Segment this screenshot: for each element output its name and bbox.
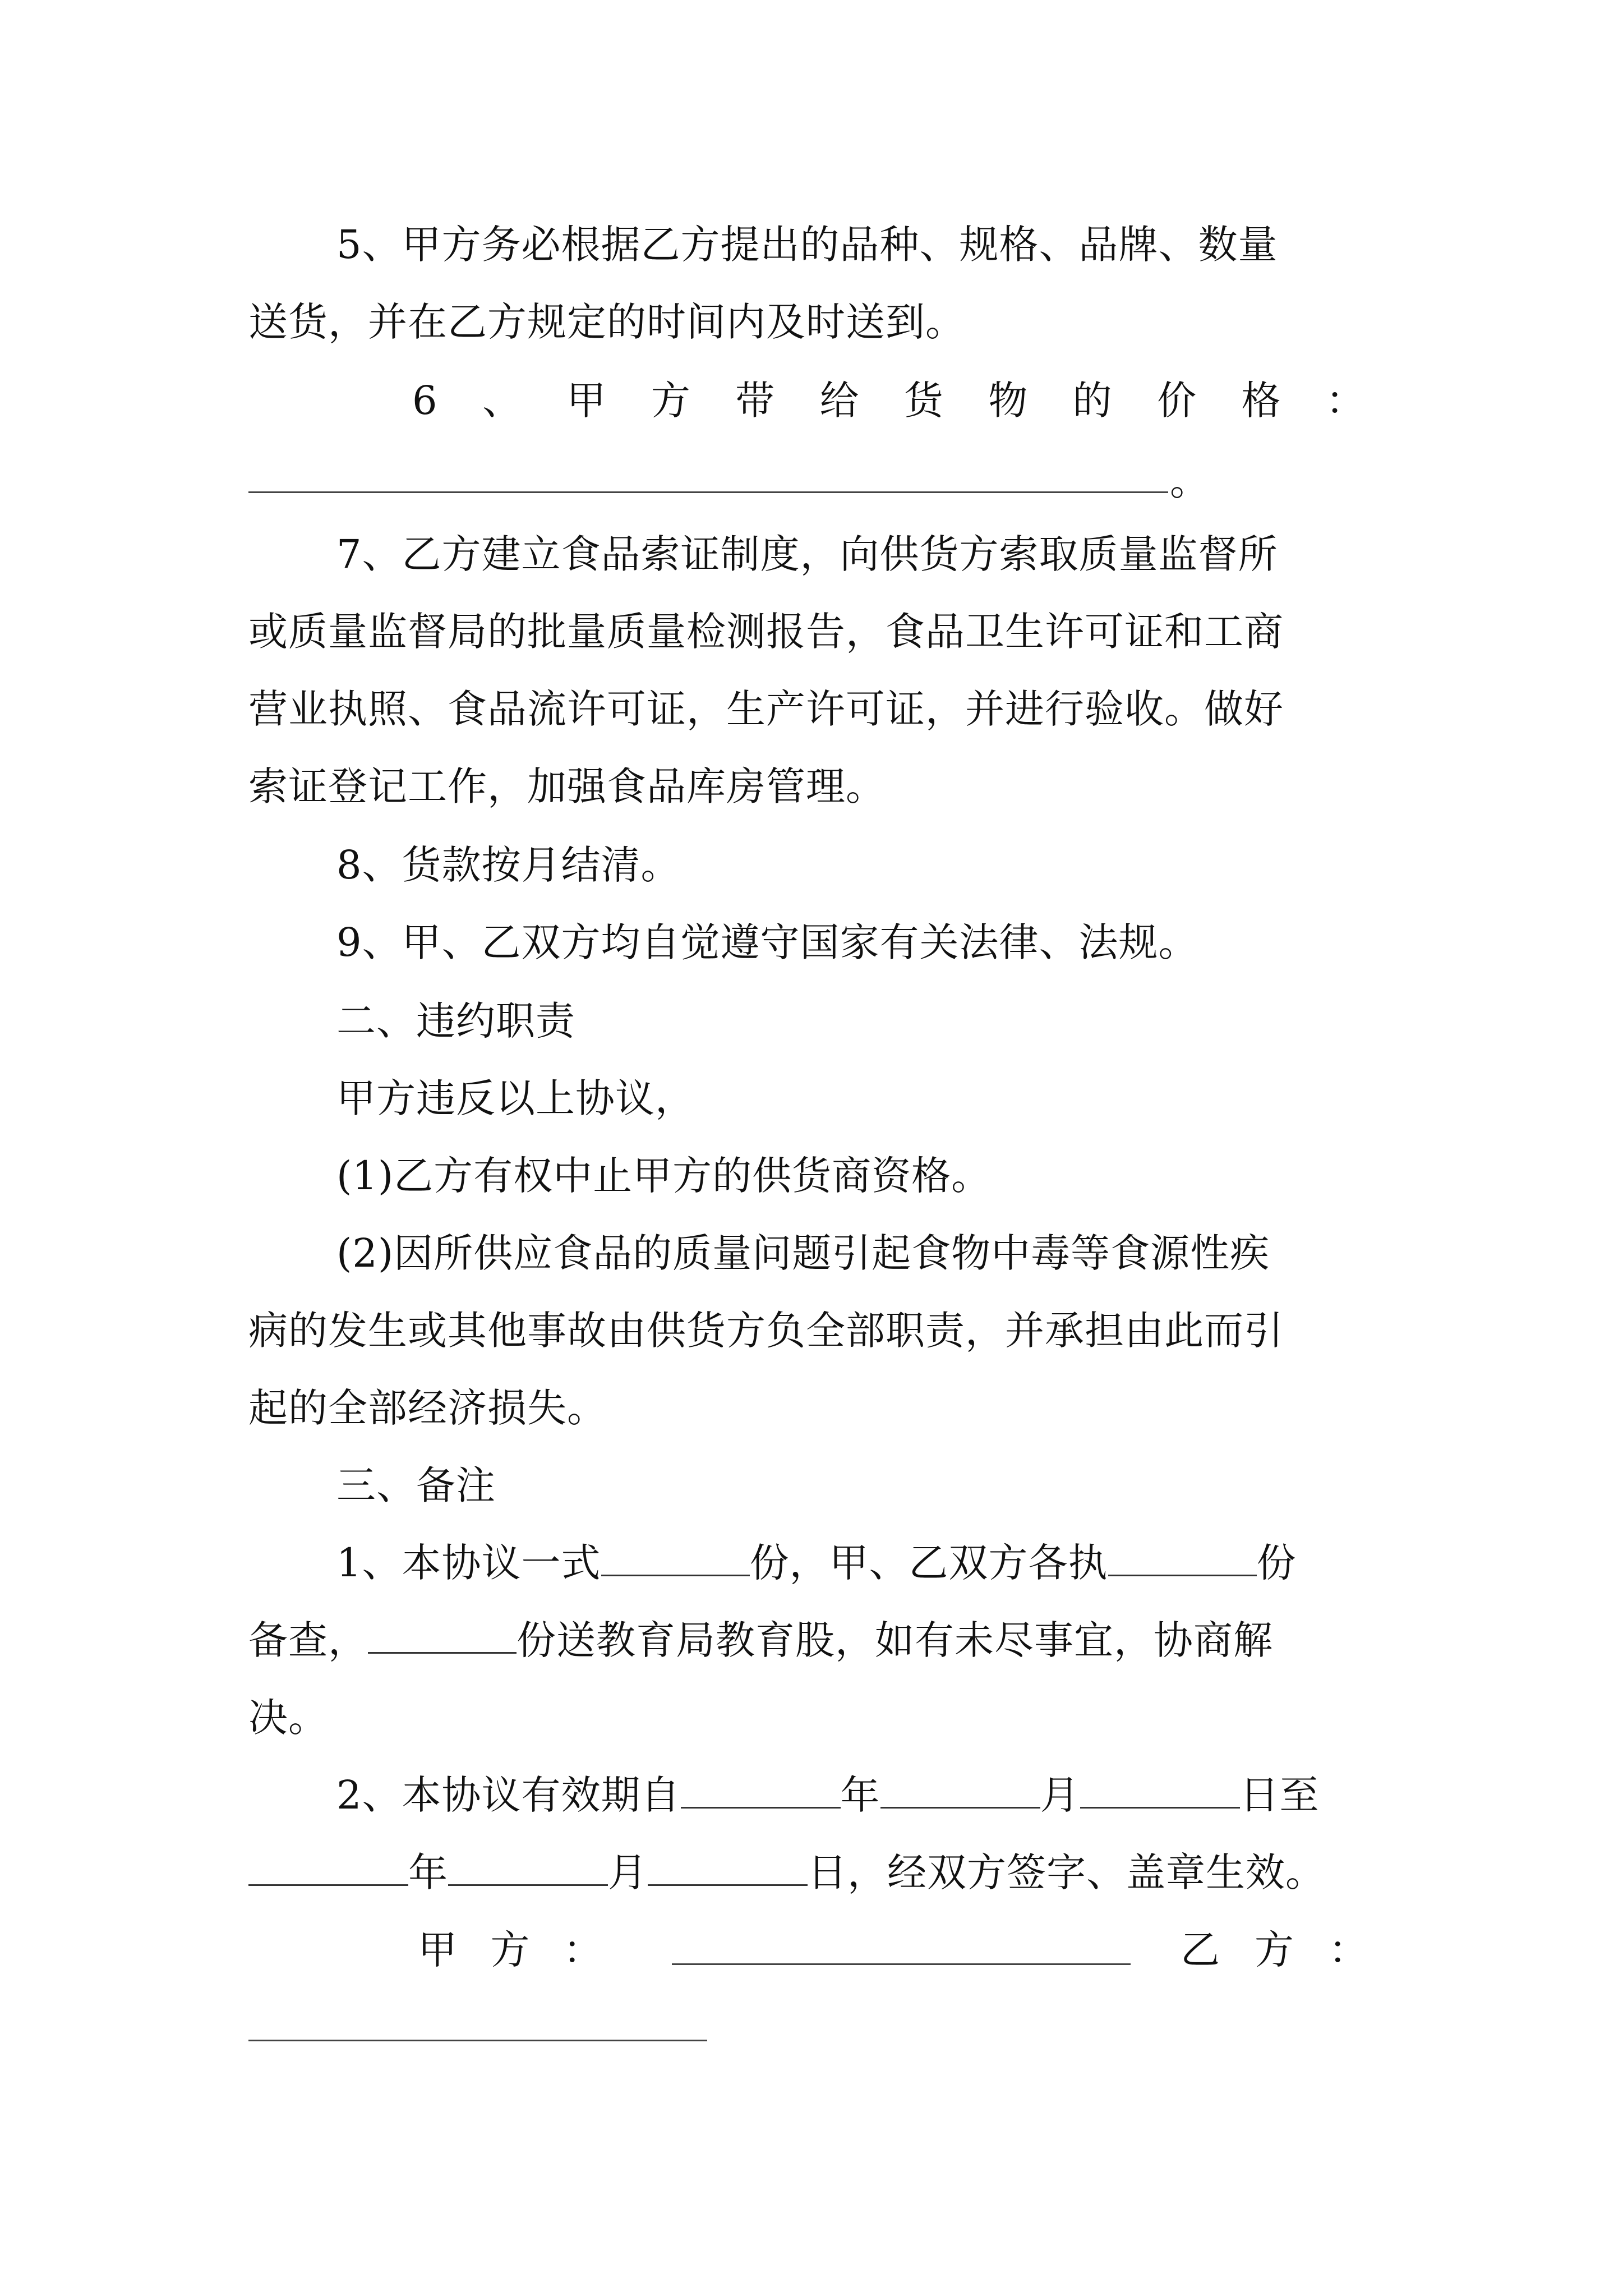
party-a-char: 甲: [418, 1927, 458, 1973]
note-2-text-a: 2、本协议有效期自: [336, 1772, 681, 1818]
end-year-blank: [248, 1847, 408, 1886]
party-b-char: 方: [1255, 1927, 1294, 1973]
section-2-item-2-line-2: 病的发生或其他事故由供货方负全部职责，并承担由此而引: [248, 1308, 1284, 1354]
note-2-year-label: 年: [840, 1772, 880, 1818]
note-1-text-c: 份: [1256, 1540, 1297, 1586]
party-b-char: 乙: [1181, 1927, 1220, 1973]
party-b-char: ：: [1329, 1927, 1368, 1973]
note-1-line-1: [336, 1536, 1387, 1590]
clause-6-period: 。: [1170, 458, 1209, 504]
clause-6-char: 格: [1241, 378, 1281, 424]
party-a-signature-line: [672, 1963, 1131, 1965]
end-month-blank: [448, 1847, 608, 1886]
clause-5-line-1: 5、甲方务必根据乙方提出的品种、规格、品牌、数量: [336, 222, 1278, 268]
clause-6-char: 价: [1157, 378, 1197, 424]
section-2-item-2-line-3: 起的全部经济损失。: [248, 1385, 607, 1431]
clause-7-line-4: 索证登记工作，加强食品库房管理。: [248, 763, 886, 809]
note-1-text-e: 份送教育局教育股，如有未尽事宜，协商解: [517, 1617, 1273, 1663]
party-b-label: [1181, 1923, 1368, 1977]
copies-each-blank: [1108, 1538, 1257, 1576]
clause-6-char: 方: [651, 378, 691, 424]
copies-total-blank: [601, 1538, 750, 1576]
section-2-title: 二、违约职责: [336, 998, 575, 1044]
clause-9: 9、甲、乙双方均自觉遵守国家有关法律、法规。: [336, 919, 1198, 965]
start-year-blank: [681, 1770, 841, 1809]
clause-8: 8、货款按月结清。: [336, 842, 681, 888]
clause-6-char: 物: [988, 378, 1029, 424]
note-1-text-b: 份，甲、乙双方各执: [749, 1540, 1108, 1586]
clause-7-line-2: 或质量监督局的批量质量检测报告，食品卫生许可证和工商: [248, 609, 1284, 655]
note-1-text-d: 备查，: [248, 1617, 368, 1663]
clause-7-line-3: 营业执照、食品流许可证，生产许可证，并进行验收。做好: [248, 686, 1284, 732]
party-a-label: [418, 1923, 603, 1977]
note-2-end-text: 日，经双方签字、盖章生效。: [808, 1849, 1325, 1895]
note-1-line-2: [248, 1613, 1387, 1667]
clause-6-char: ：: [1325, 378, 1366, 424]
clause-6-char: 6: [412, 378, 438, 424]
clause-6-char: 、: [482, 378, 522, 424]
note-2-month-label: 月: [1040, 1772, 1080, 1818]
clause-6-char: 甲: [566, 378, 607, 424]
party-b-signature-line: [248, 2040, 707, 2041]
section-2-item-1: (1)乙方有权中止甲方的供货商资格。: [336, 1153, 992, 1199]
clause-6-char: 的: [1072, 378, 1113, 424]
end-day-blank: [648, 1847, 808, 1886]
clause-7-line-1: 7、乙方建立食品索证制度，向供货方索取质量监督所: [336, 531, 1278, 577]
clause-5-line-2: 送货，并在乙方规定的时间内及时送到。: [248, 299, 965, 345]
note-2-line-2: [248, 1846, 1387, 1899]
section-2-item-2-line-1: (2)因所供应食品的质量问题引起食物中毒等食源性疾: [336, 1230, 1270, 1276]
start-day-blank: [1080, 1770, 1240, 1809]
note-2-end-month-label: 月: [608, 1849, 648, 1895]
note-1-line-3: 决。: [248, 1695, 328, 1741]
clause-6-char: 货: [903, 378, 944, 424]
note-2-line-1: [336, 1768, 1387, 1822]
start-month-blank: [880, 1770, 1040, 1809]
clause-6-heading: [412, 374, 1366, 427]
note-1-text-a: 1、本协议一式: [336, 1540, 601, 1586]
clause-6-char: 带: [735, 378, 776, 424]
note-2-end-year-label: 年: [408, 1849, 448, 1895]
note-2-day-to-label: 日至: [1239, 1772, 1320, 1818]
copies-bureau-blank: [368, 1615, 517, 1654]
section-2-intro: 甲方违反以上协议，: [336, 1075, 695, 1121]
party-a-char: ：: [563, 1927, 603, 1973]
section-3-title: 三、备注: [336, 1462, 496, 1508]
party-a-char: 方: [490, 1927, 531, 1973]
price-blank-line: [248, 491, 1168, 493]
clause-6-char: 给: [819, 378, 860, 424]
